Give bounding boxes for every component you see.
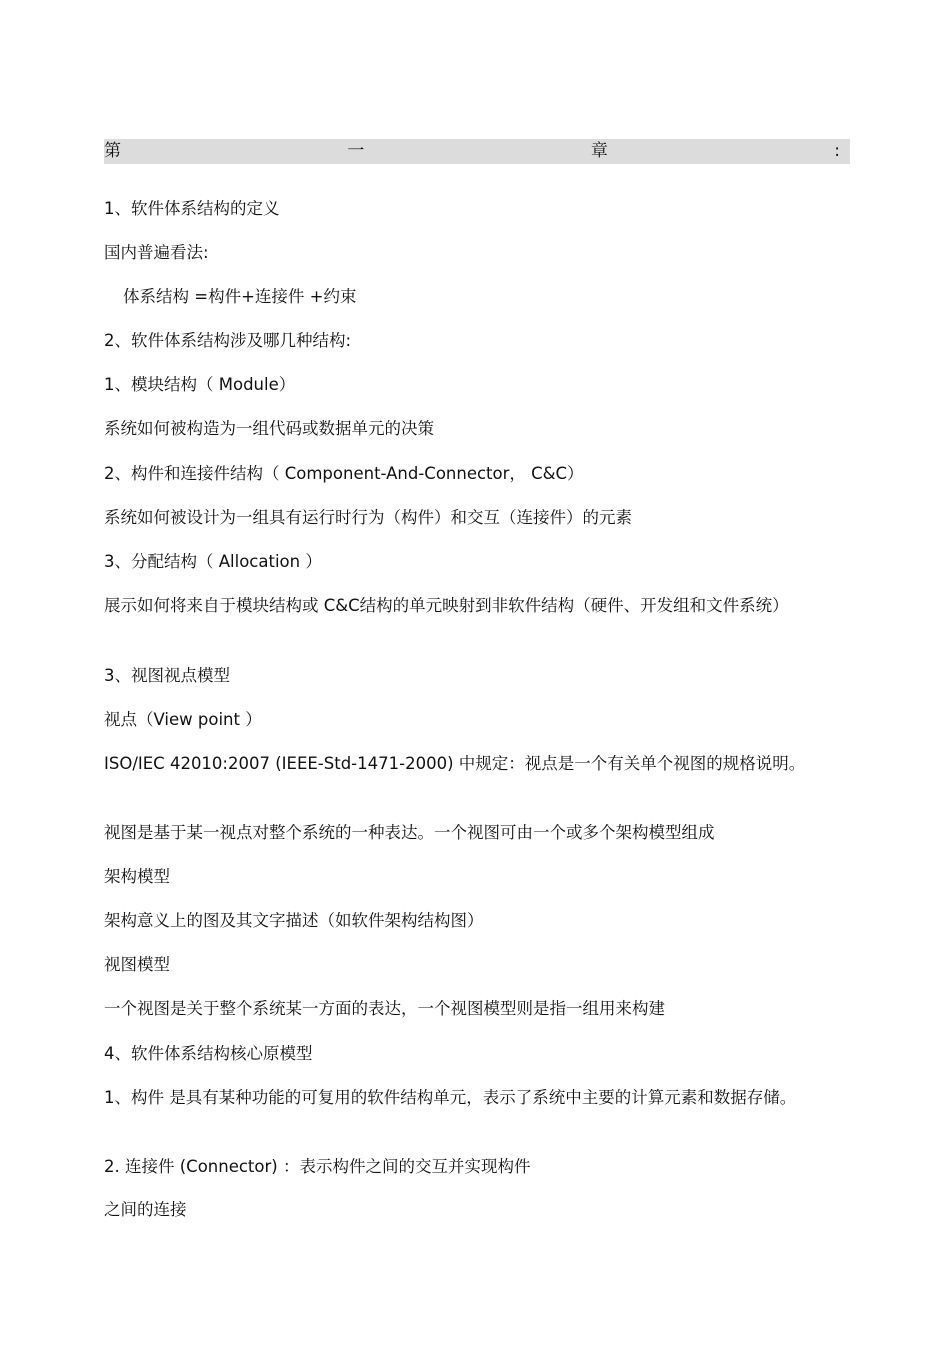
paragraph: 国内普遍看法:	[104, 243, 209, 262]
list-item: 1、模块结构（ Module）	[104, 375, 296, 394]
chapter-heading-char: 第	[104, 141, 121, 161]
list-item: 2、构件和连接件结构（ Component-And-Connector， C&C）	[104, 464, 584, 483]
section-heading-definition: 1、软件体系结构的定义	[104, 199, 280, 218]
list-item: 1、构件 是具有某种功能的可复用的软件结构单元，表示了系统中主要的计算元素和数据存储。	[104, 1088, 797, 1107]
section-heading-core-model: 4、软件体系结构核心原模型	[104, 1044, 313, 1063]
paragraph: 系统如何被构造为一组代码或数据单元的决策	[104, 419, 434, 438]
paragraph: 视图模型	[104, 955, 170, 974]
list-item: 3、分配结构（ Allocation ）	[104, 552, 322, 571]
chapter-heading-char: 一	[347, 141, 365, 161]
paragraph: 视点（View point ）	[104, 710, 262, 729]
paragraph: 架构意义上的图及其文字描述（如软件架构结构图）	[104, 911, 484, 930]
section-heading-view-model: 3、视图视点模型	[104, 666, 230, 685]
paragraph: 系统如何被设计为一组具有运行时行为（构件）和交互（连接件）的元素	[104, 508, 632, 527]
chapter-heading-char: :	[834, 141, 840, 161]
formula-line: 体系结构 =构件+连接件 +约束	[123, 287, 357, 306]
section-heading-structures: 2、软件体系结构涉及哪几种结构:	[104, 331, 352, 350]
list-item: 2. 连接件 (Connector) ：表示构件之间的交互并实现构件	[104, 1157, 531, 1176]
paragraph: 架构模型	[104, 867, 170, 886]
chapter-heading	[104, 139, 850, 164]
paragraph: 一个视图是关于整个系统某一方面的表达，一个视图模型则是指一组用来构建	[104, 999, 665, 1018]
chapter-heading-char: 章	[590, 141, 608, 161]
paragraph: 展示如何将来自于模块结构或 C&C结构的单元映射到非软件结构（硬件、开发组和文件系统）	[104, 596, 789, 615]
paragraph: 视图是基于某一视点对整个系统的一种表达。一个视图可由一个或多个架构模型组成	[104, 823, 715, 842]
paragraph: 之间的连接	[104, 1200, 187, 1219]
paragraph: ISO/IEC 42010:2007 (IEEE-Std-1471-2000) 中规定：视点是一个有关单个视图的规格说明。	[104, 754, 806, 773]
